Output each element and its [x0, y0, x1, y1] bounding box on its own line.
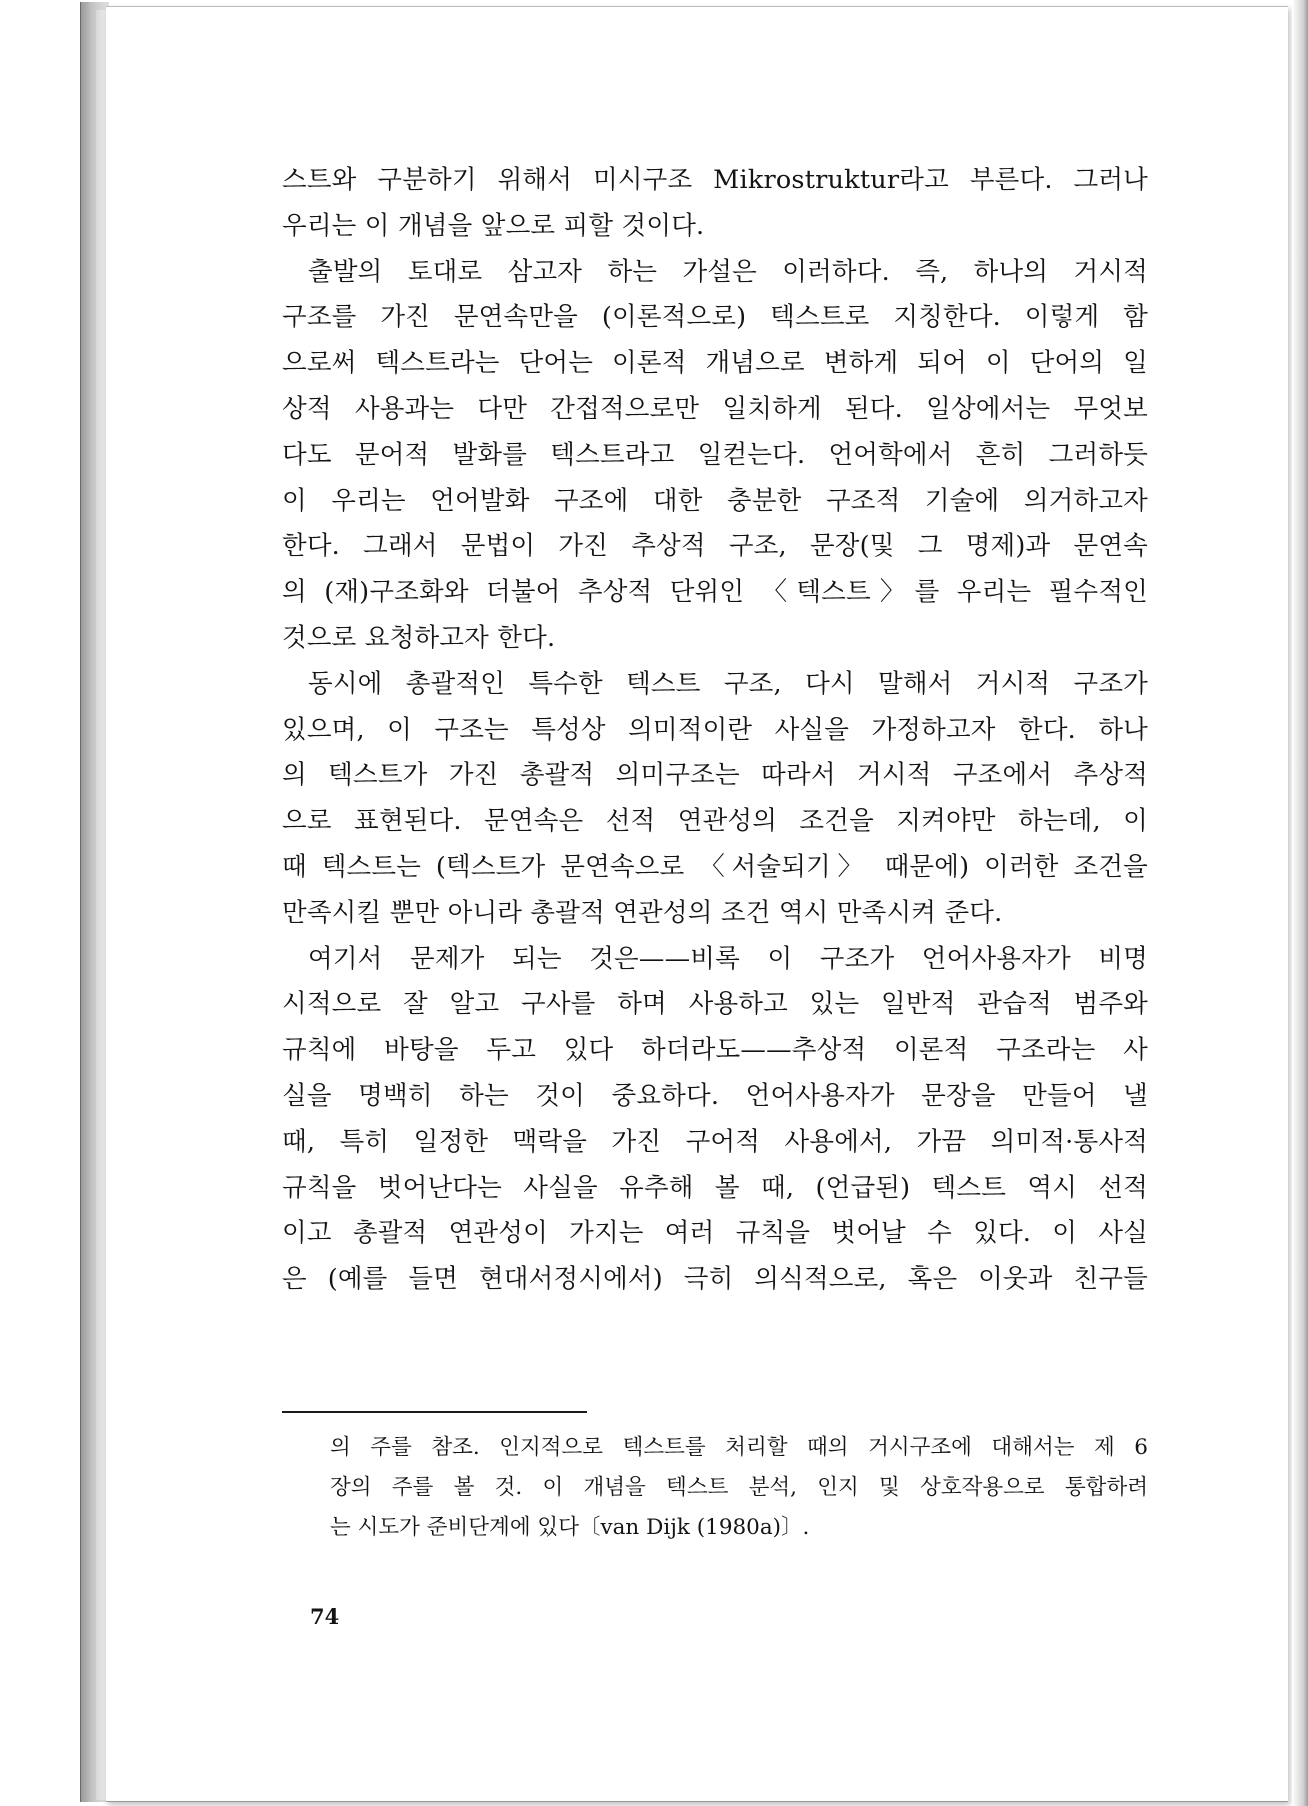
footnote-divider [282, 1411, 587, 1413]
text-line: 규칙을 벗어난다는 사실을 유추해 볼 때, (언급된) 텍스트 역시 선적 [282, 1172, 1148, 1203]
text-line: 한다. 그래서 문법이 가진 추상적 구조, 문장(및 그 명제)과 문연속 [282, 531, 1148, 562]
text-line: 이 우리는 언어발화 구조에 대한 충분한 구조적 기술에 의거하고자 [282, 485, 1148, 516]
text-line: 상적 사용과는 다만 간접적으로만 일치하게 된다. 일상에서는 무엇보 [282, 393, 1148, 424]
footnote-line: 의 주를 참조. 인지적으로 텍스트를 처리할 때의 거시구조에 대해서는 제 6 [330, 1435, 1148, 1460]
text-line: 때, 특히 일정한 맥락을 가진 구어적 사용에서, 가끔 의미적·통사적 [282, 1126, 1148, 1157]
text-line: 이고 총괄적 연관성이 가지는 여러 규칙을 벗어날 수 있다. 이 사실 [282, 1218, 1148, 1249]
text-line: 의 텍스트가 가진 총괄적 의미구조는 따라서 거시적 구조에서 추상적 [282, 760, 1148, 791]
text-line: 으로써 텍스트라는 단어는 이론적 개념으로 변하게 되어 이 단어의 일 [282, 348, 1148, 379]
text-line: 출발의 토대로 삼고자 하는 가설은 이러하다. 즉, 하나의 거시적 [308, 256, 1148, 287]
text-line: 시적으로 잘 알고 구사를 하며 사용하고 있는 일반적 관습적 범주와 [282, 989, 1148, 1020]
text-line: 있으며, 이 구조는 특성상 의미적이란 사실을 가정하고자 한다. 하나 [282, 714, 1148, 745]
text-line: 구조를 가진 문연속만을 (이론적으로) 텍스트로 지칭한다. 이렇게 함 [282, 302, 1148, 333]
text-line: 의 (재)구조화와 더불어 추상적 단위인 〈텍스트〉를 우리는 필수적인 [282, 577, 1148, 608]
text-line: 스트와 구분하기 위해서 미시구조 Mikrostruktur라고 부른다. 그러나 [282, 165, 1148, 195]
text-line: 실을 명백히 하는 것이 중요하다. 언어사용자가 문장을 만들어 낼 [282, 1080, 1148, 1111]
text-line: 만족시킬 뿐만 아니라 총괄적 연관성의 조건 역시 만족시켜 준다. [282, 897, 1003, 928]
footnote-line: 장의 주를 볼 것. 이 개념을 텍스트 분석, 인지 및 상호작용으로 통합하려 [330, 1475, 1148, 1500]
text-line: 다도 문어적 발화를 텍스트라고 일컫는다. 언어학에서 흔히 그러하듯 [282, 439, 1148, 470]
footnote [330, 1428, 1148, 1548]
body-text [282, 158, 1148, 1303]
page-curl-shadow [1292, 0, 1308, 1806]
text-line: 동시에 총괄적인 특수한 텍스트 구조, 다시 말해서 거시적 구조가 [308, 668, 1148, 699]
text-line: 우리는 이 개념을 앞으로 피할 것이다. [282, 210, 705, 241]
footnote-line: 는 시도가 준비단계에 있다〔van Dijk (1980a)〕. [330, 1515, 810, 1540]
text-line: 은 (예를 들면 현대서정시에서) 극히 의식적으로, 혹은 이웃과 친구들 [282, 1264, 1148, 1295]
text-line: 것으로 요청하고자 한다. [282, 622, 556, 653]
text-line: 규칙에 바탕을 두고 있다 하더라도——추상적 이론적 구조라는 사 [282, 1035, 1148, 1066]
page-number: 74 [310, 1604, 340, 1629]
text-line: 으로 표현된다. 문연속은 선적 연관성의 조건을 지켜야만 하는데, 이 [282, 806, 1148, 837]
text-line: 때 텍스트는 (텍스트가 문연속으로 〈서술되기〉 때문에) 이러한 조건을 [282, 851, 1148, 882]
text-line: 여기서 문제가 되는 것은——비록 이 구조가 언어사용자가 비명 [308, 943, 1148, 974]
